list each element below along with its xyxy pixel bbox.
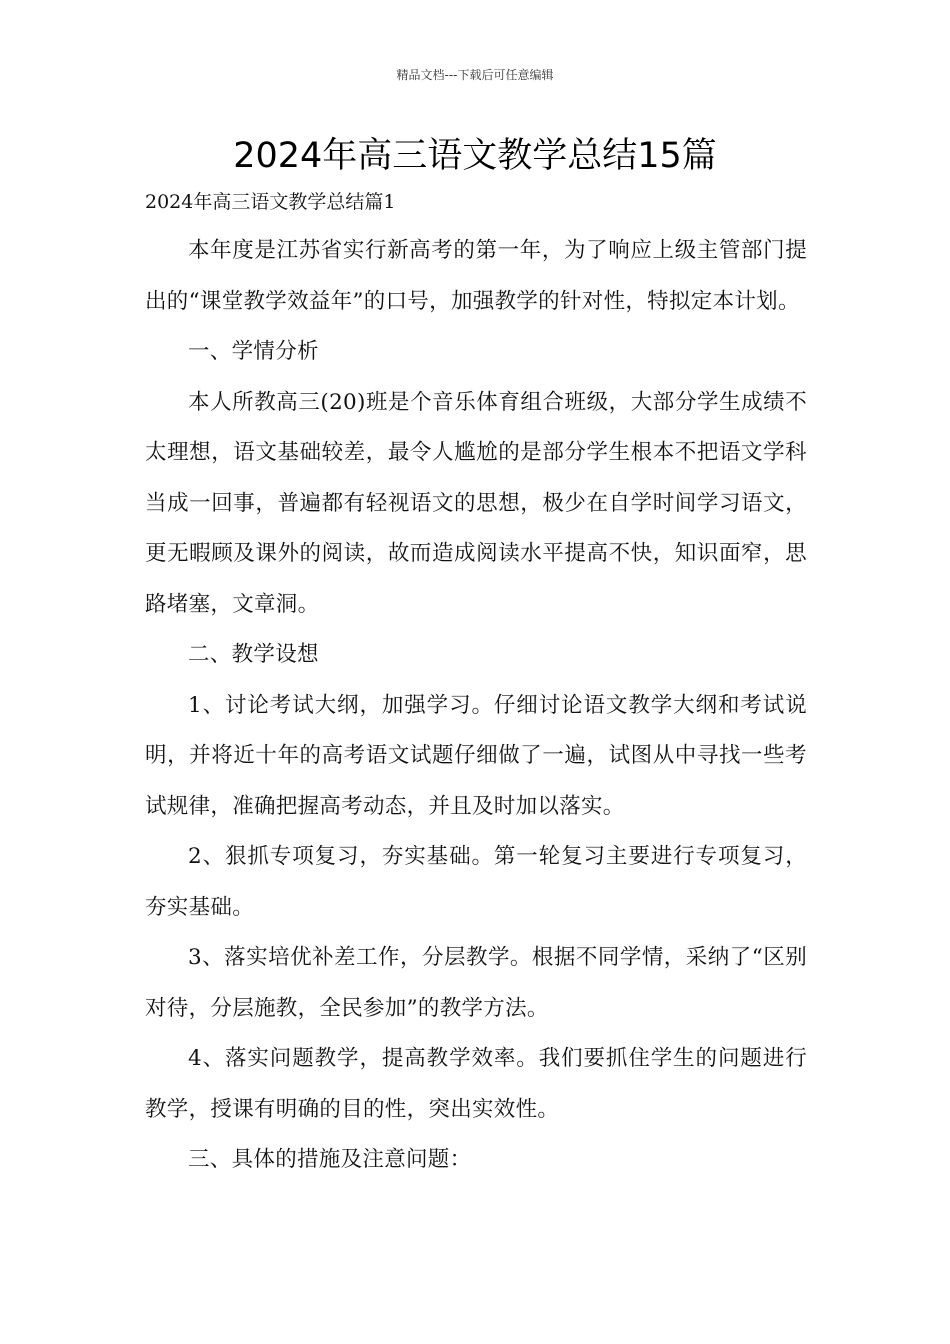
heading-teaching-plan: 二、教学设想 xyxy=(188,642,319,667)
paragraph-intro: 本年度是江苏省实行新高考的第一年，为了响应上级主管部门提出的“课堂教学效益年”的口号，加强教学的针对性，特拟定本计划。 xyxy=(145,238,807,314)
heading-learning-analysis: 一、学情分析 xyxy=(188,339,319,364)
paragraph-class-situation: 本人所教高三(20)班是个音乐体育组合班级，大部分学生成绩不太理想，语文基础较差，最令人尴尬的是部分学生根本不把语文学科当成一回事，普遍都有轻视语文的思想，极少在自学时间学习语文，更无暇顾及课外的阅读，故而造成阅读水平提高不快，知识面窄，思路堵塞，文章洞。 xyxy=(145,389,807,617)
document-title: 2024年高三语文教学总结15篇 xyxy=(233,136,717,176)
header-note: 精品文档---下载后可任意编辑 xyxy=(396,68,554,82)
heading-measures: 三、具体的措施及注意问题： xyxy=(188,1147,472,1172)
paragraph-item-1: 1、讨论考试大纲，加强学习。仔细讨论语文教学大纲和考试说明，并将近十年的高考语文试题仔细做了一遍，试图从中寻找一些考试规律，准确把握高考动态，并且及时加以落实。 xyxy=(145,692,807,819)
paragraph-item-4: 4、落实问题教学，提高教学效率。我们要抓住学生的问题进行教学，授课有明确的目的性，突出实效性。 xyxy=(145,1046,807,1122)
paragraph-item-3: 3、落实培优补差工作，分层教学。根据不同学情，采纳了“区别对待，分层施教，全民参加”的教学方法。 xyxy=(145,945,807,1021)
document-body xyxy=(145,226,807,1186)
paragraph-item-2: 2、狠抓专项复习，夯实基础。第一轮复习主要进行专项复习，夯实基础。 xyxy=(145,844,807,920)
section-heading: 2024年高三语文教学总结篇1 xyxy=(145,191,396,213)
